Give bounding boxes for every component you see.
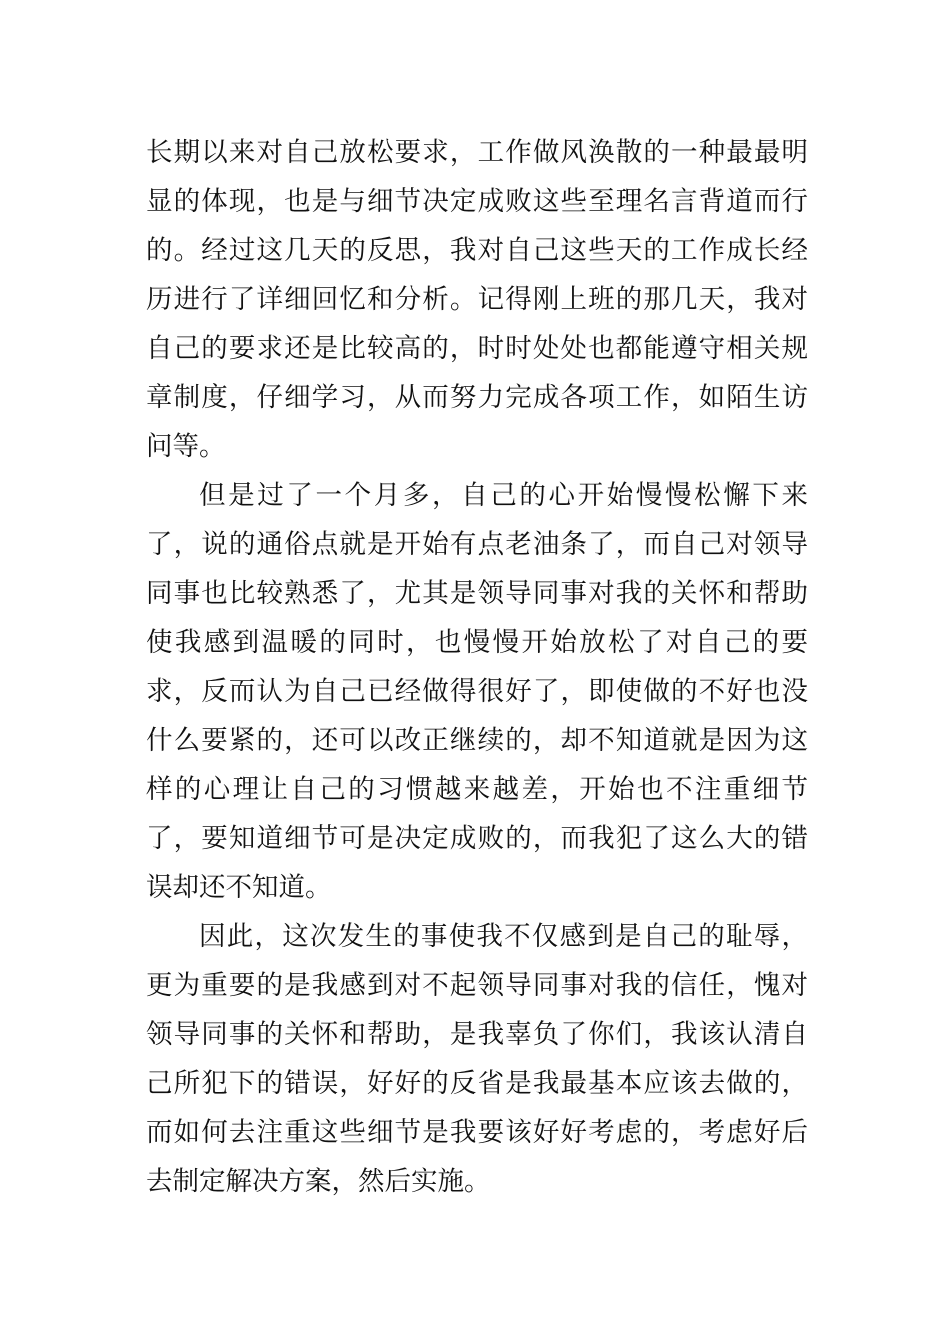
paragraph-3: 因此，这次发生的事使我不仅感到是自己的耻辱，更为重要的是我感到对不起领导同事对我的信任，愧对领导同事的关怀和帮助，是我辜负了你们，我该认清自己所犯下的错误，好好的反省是我最基本应该去做的，而如何去注重这些细节是我要该好好考虑的，考虑好后去制定解决方案，然后实施。 — [146, 921, 808, 1197]
paragraph-2: 但是过了一个月多，自己的心开始慢慢松懈下来了，说的通俗点就是开始有点老油条了，而自己对领导同事也比较熟悉了，尤其是领导同事对我的关怀和帮助使我感到温暖的同时，也慢慢开始放松了对自己的要求，反而认为自己已经做得很好了，即使做的不好也没什么要紧的，还可以改正继续的，却不知道就是因为这样的心理让自己的习惯越来越差，开始也不注重细节了，要知道细节可是决定成败的，而我犯了这么大的错误却还不知道。 — [146, 480, 808, 903]
paragraph-1: 长期以来对自己放松要求，工作做风涣散的一种最最明显的体现，也是与细节决定成败这些至理名言背道而行的。经过这几天的反思，我对自己这些天的工作成长经历进行了详细回忆和分析。记得刚上班的那几天，我对自己的要求还是比较高的，时时处处也都能遵守相关规章制度，仔细学习，从而努力完成各项工作，如陌生访问等。 — [146, 137, 808, 462]
